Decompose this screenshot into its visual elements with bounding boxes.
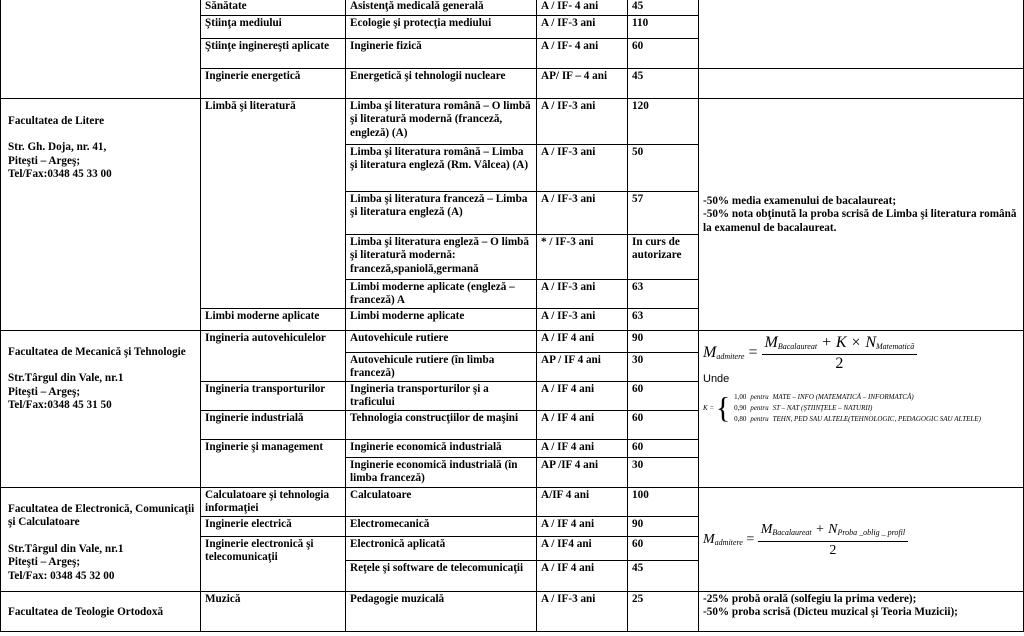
seats-cell: 63: [628, 309, 699, 331]
program-cell: Autovehicule rutiere (în limba franceză): [346, 353, 537, 382]
seats-cell: 45: [628, 69, 699, 99]
faculty-address: Str.Târgul din Vale, nr.1: [8, 542, 124, 555]
formula-numerator: M: [764, 334, 778, 351]
type-cell: A / IF-3 ani: [537, 192, 628, 235]
faculty-cell-empty: [1, 0, 201, 99]
criteria-line: -50% media examenului de bacalaureat;: [703, 194, 897, 207]
program-cell: Limba şi literatura română – O limbă şi literatură modernă (franceză, engleză) (A): [346, 99, 537, 145]
domain-cell: Limbă şi literatură: [201, 99, 346, 309]
faculty-city: Piteşti – Argeş;: [8, 385, 81, 398]
type-cell: A / IF- 4 ani: [537, 39, 628, 69]
formula-subscript: admitere: [714, 538, 743, 548]
program-cell: Inginerie fizică: [346, 39, 537, 69]
formula-equals: =: [746, 532, 755, 548]
type-cell: A / IF4 ani: [537, 537, 628, 561]
k-word: pentru: [750, 393, 769, 402]
formula-symbol: M: [703, 532, 715, 548]
program-cell: Limba şi literatura franceză – Limba şi literatura engleză (A): [346, 192, 537, 235]
domain-cell: Inginerie şi management: [201, 440, 346, 488]
program-cell: Limbi moderne aplicate (engleză – franceză) A: [346, 280, 537, 309]
type-cell: A / IF-3 ani: [537, 99, 628, 145]
program-cell: Energetică şi tehnologii nucleare: [346, 69, 537, 99]
type-cell: A / IF-3 ani: [537, 16, 628, 39]
type-cell: AP /IF 4 ani: [537, 458, 628, 488]
seats-cell: 90: [628, 517, 699, 537]
program-cell: Limba şi literatura română – Limba şi literatura engleză (Rm. Vâlcea) (A): [346, 145, 537, 192]
type-cell: A / IF 4 ani: [537, 382, 628, 411]
seats-cell: 60: [628, 537, 699, 561]
k-desc: MATE – INFO (MATEMATICĂ – INFORMATCĂ): [772, 393, 914, 402]
type-cell: A / IF 4 ani: [537, 440, 628, 458]
domain-cell: Ştiinţa mediului: [201, 16, 346, 39]
domain-cell: Limbi moderne aplicate: [201, 309, 346, 331]
seats-cell: 25: [628, 592, 699, 632]
seats-cell: 50: [628, 145, 699, 192]
faculty-city: Piteşti – Argeş;: [8, 556, 81, 569]
type-cell: A / IF-3 ani: [537, 145, 628, 192]
formula-term: + K × N: [821, 334, 877, 351]
domain-cell: Inginerie energetică: [201, 69, 346, 99]
formula-subscript: Bacalaureat: [777, 342, 818, 351]
type-cell: A/IF 4 ani: [537, 488, 628, 517]
domain-cell: Inginerie electrică: [201, 517, 346, 537]
k-table: [732, 392, 983, 425]
seats-cell: 60: [628, 382, 699, 411]
admission-formula: [703, 336, 1020, 371]
type-cell: * / IF-3 ani: [537, 235, 628, 280]
faculty-cell: [1, 331, 201, 488]
faculty-city: Piteşti – Argeş;: [8, 154, 81, 167]
program-cell: Ingineria transporturilor şi a traficului: [346, 382, 537, 411]
criteria-cell: [699, 331, 1024, 488]
faculty-name: Facultatea de Mecanică şi Tehnologie: [8, 346, 186, 358]
table-row: [1, 99, 1024, 145]
formula-denominator: 2: [829, 542, 837, 558]
k-desc: ST – NAT (ŞTIINŢELE – NATURII): [772, 404, 873, 413]
seats-cell: 60: [628, 440, 699, 458]
k-definition: [703, 392, 1020, 425]
seats-cell: In curs de autorizare: [628, 235, 699, 280]
formula-subscript: Proba _oblig _ profil: [837, 528, 906, 538]
k-desc: TEHN, PED SAU ALTELE(TEHNOLOGIC, PEDAGOGIC SAU ALTELE): [772, 415, 981, 424]
formula-equals: =: [748, 344, 758, 362]
type-cell: A / IF 4 ani: [537, 517, 628, 537]
formula-subscript: Bacalaureat: [772, 528, 812, 538]
seats-cell: 100: [628, 488, 699, 517]
faculty-phone: Tel/Fax: 0348 45 32 00: [8, 569, 115, 582]
type-cell: A / IF- 4 ani: [537, 0, 628, 16]
program-cell: Calculatoare: [346, 488, 537, 517]
program-cell: Electromecanică: [346, 517, 537, 537]
program-cell: Electronică aplicată: [346, 537, 537, 561]
seats-cell: 90: [628, 331, 699, 353]
program-cell: Tehnologia construcţiilor de maşini: [346, 411, 537, 440]
formula-subscript: admitere: [716, 352, 745, 362]
table-row: [1, 0, 1024, 16]
type-cell: A / IF-3 ani: [537, 592, 628, 632]
seats-cell: 45: [628, 561, 699, 592]
program-cell: Reţele şi software de telecomunicaţii: [346, 561, 537, 592]
faculty-phone: Tel/Fax:0348 45 31 50: [8, 399, 112, 412]
criteria-cell: [699, 99, 1024, 331]
faculty-name: Facultatea de Litere: [8, 115, 105, 127]
k-symbol: K =: [703, 404, 715, 413]
domain-cell: Ingineria autovehiculelor: [201, 331, 346, 382]
seats-cell: 60: [628, 411, 699, 440]
k-value: 1,00: [734, 393, 747, 402]
domain-cell: Muzică: [201, 592, 346, 632]
seats-cell: 30: [628, 458, 699, 488]
program-cell: Inginerie economică industrială (în limba franceză): [346, 458, 537, 488]
faculty-phone: Tel/Fax:0348 45 33 00: [8, 168, 112, 181]
domain-cell: Ingineria transporturilor: [201, 382, 346, 411]
k-value: 0,90: [734, 404, 747, 413]
k-word: pentru: [750, 404, 769, 413]
program-cell: Limbi moderne aplicate: [346, 309, 537, 331]
seats-cell: 110: [628, 16, 699, 39]
formula-fraction: [762, 336, 918, 371]
type-cell: A / IF-3 ani: [537, 280, 628, 309]
table-row: [1, 592, 1024, 632]
domain-cell: Ştiinţe inginereşti aplicate: [201, 39, 346, 69]
formula-term: + N: [815, 522, 838, 538]
faculty-cell: [1, 488, 201, 592]
criteria-line: -50% nota obţinută la proba scrisă de Limba şi literatura română la examenul de bacalaureat.: [703, 208, 1017, 234]
program-cell: Ecologie şi protecţia mediului: [346, 16, 537, 39]
domain-cell: Calculatoare şi tehnologia informaţiei: [201, 488, 346, 517]
formula-subscript: Matematică: [876, 342, 915, 351]
seats-cell: 63: [628, 280, 699, 309]
faculty-address: Str.Târgul din Vale, nr.1: [8, 372, 124, 385]
seats-cell: 30: [628, 353, 699, 382]
table-row: [1, 488, 1024, 517]
program-cell: Pedagogie muzicală: [346, 592, 537, 632]
faculty-cell: [1, 592, 201, 632]
criteria-cell-empty: [699, 0, 1024, 69]
faculty-cell: [1, 99, 201, 331]
criteria-line: -25% probă orală (solfegiu la prima vedere);: [703, 593, 917, 605]
type-cell: A / IF 4 ani: [537, 331, 628, 353]
admission-formula: [703, 523, 1020, 557]
criteria-line: -50% proba scrisă (Dicteu muzical şi Teoria Muzicii);: [703, 606, 958, 619]
k-value: 0,80: [734, 415, 747, 424]
criteria-cell: [699, 592, 1024, 632]
seats-cell: 57: [628, 192, 699, 235]
faculty-name: Facultatea de Teologie Ortodoxă: [8, 606, 164, 618]
program-cell: Asistenţă medicală generală: [346, 0, 537, 16]
program-cell: Limba şi literatura engleză – O limbă şi literatură modernă: franceză,spaniolă,germană: [346, 235, 537, 280]
faculty-name: Facultatea de Electronică, Comunicaţii şi Calculatoare: [8, 503, 195, 529]
type-cell: A / IF 4 ani: [537, 561, 628, 592]
formula-symbol: M: [703, 344, 717, 362]
unde-label: Unde: [703, 372, 730, 385]
program-cell: Autovehicule rutiere: [346, 331, 537, 353]
type-cell: A / IF-3 ani: [537, 309, 628, 331]
criteria-cell: [699, 488, 1024, 592]
table-row: [1, 331, 1024, 353]
k-word: pentru: [750, 415, 769, 424]
type-cell: AP / IF 4 ani: [537, 353, 628, 382]
domain-cell: Inginerie electronică şi telecomunicaţii: [201, 537, 346, 592]
formula-fraction: [758, 523, 908, 557]
faculty-address: Str. Gh. Doja, nr. 41,: [8, 141, 107, 154]
domain-cell: Inginerie industrială: [201, 411, 346, 440]
domain-cell: Sănătate: [201, 0, 346, 16]
seats-cell: 60: [628, 39, 699, 69]
seats-cell: 120: [628, 99, 699, 145]
type-cell: A / IF 4 ani: [537, 411, 628, 440]
formula-numerator: M: [760, 522, 773, 538]
seats-cell: 45: [628, 0, 699, 16]
brace-icon: {: [715, 391, 731, 425]
criteria-cell-empty: [699, 69, 1024, 99]
program-cell: Inginerie economică industrială: [346, 440, 537, 458]
formula-denominator: 2: [835, 355, 844, 373]
type-cell: AP/ IF – 4 ani: [537, 69, 628, 99]
